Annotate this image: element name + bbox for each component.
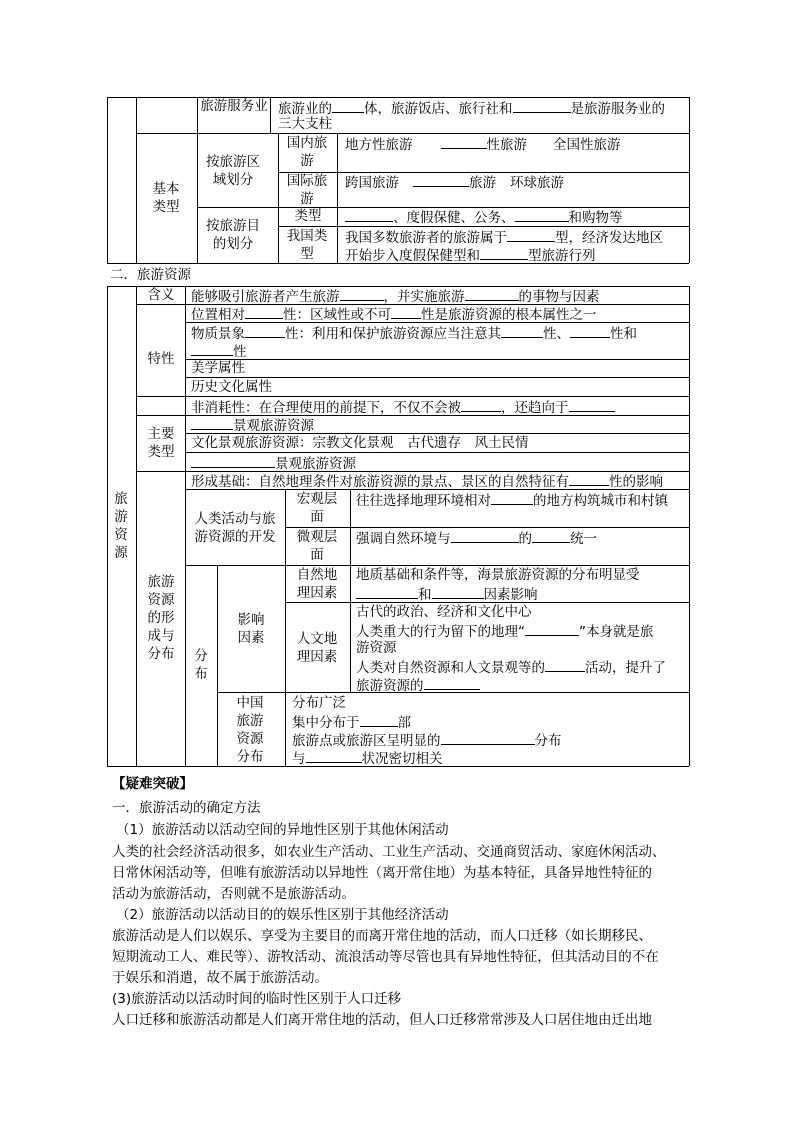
main-type-third: 景观旅游资源 bbox=[191, 453, 356, 473]
human-factor-1: 古代的政治、经济和文化中心 bbox=[356, 604, 532, 620]
point-1-line-2: 日常休闲活动等，但唯有旅游活动以异地性（离开常住地）为基本特征，具备异地性特征的 bbox=[112, 865, 652, 881]
point-2-title: （2）旅游活动以活动目的的娱乐性区别于其他经济活动 bbox=[116, 907, 449, 923]
natural-factor-desc: 地质基础和条件等，海景旅游资源的分布明显受 bbox=[356, 567, 640, 583]
human-dev-label: 人类活动与旅游资源的开发 bbox=[194, 511, 276, 545]
feature-material-cont: 性 bbox=[191, 341, 247, 361]
point-3-line-1: 人口迁移和旅游活动都是人们离开常住地的活动，但人口迁移常常涉及人口居住地由迁出地 bbox=[112, 1012, 652, 1028]
point-1-line-1: 人类的社会经济活动很多，如农业生产活动、工业生产活动、交通商贸活动、家庭休闲活动、 bbox=[112, 844, 666, 860]
human-factor-3-cont: 旅游资源的 bbox=[356, 675, 480, 695]
feature-location: 位置相对 性：区域性或不可 性是旅游资源的根本属性之一 bbox=[191, 304, 597, 324]
distribution-label: 分布 bbox=[194, 648, 208, 682]
meaning-desc: 能够吸引旅游者产生旅游 ，并实施旅游 的事物与因素 bbox=[191, 286, 600, 306]
service-industry-desc: 旅游业的 体，旅游饭店、旅行社和 是旅游服务业的 bbox=[278, 98, 665, 118]
point-2-line-1: 旅游活动是人们以娱乐、享受为主要目的而离开常住地的活动，而人口迁移（如长期移民、 bbox=[112, 928, 652, 944]
international-label: 国际旅游 bbox=[286, 173, 328, 207]
international-types: 跨国旅游 旅游 环球旅游 bbox=[345, 172, 564, 192]
formation-basis: 形成基础：自然地理条件对旅游资源的景点、景区的自然特征有 性的影响 bbox=[191, 471, 663, 491]
difficulty-heading: 【疑难突破】 bbox=[112, 776, 193, 792]
micro-label: 微观层面 bbox=[296, 529, 338, 563]
human-factor-3: 人类对自然资源和人文景观等的 活动，提升了 bbox=[356, 657, 666, 677]
china-dist-1: 分布广泛 bbox=[292, 695, 346, 711]
by-purpose-label: 按旅游目的划分 bbox=[206, 218, 260, 252]
feature-historical: 历史文化属性 bbox=[191, 379, 272, 395]
meaning-label: 含义 bbox=[147, 287, 175, 303]
main-type-natural: 景观旅游资源 bbox=[191, 415, 314, 435]
china-dist-4: 与 状况密切相关 bbox=[292, 748, 443, 768]
china-type-label: 我国类型 bbox=[286, 228, 328, 262]
china-dist-2: 集中分布于 部 bbox=[292, 712, 411, 732]
tourism-resources-label: 旅游资源 bbox=[114, 491, 128, 561]
china-type-desc-cont: 开始步入度假保健型和 型旅游行列 bbox=[345, 245, 596, 265]
domestic-label: 国内旅游 bbox=[286, 135, 328, 169]
natural-factor-label: 自然地理因素 bbox=[296, 567, 338, 601]
purpose-types: 、度假保健、公务、 和购物等 bbox=[345, 207, 623, 227]
china-type-desc: 我国多数旅游者的旅游属于 型，经济发达地区 bbox=[345, 227, 663, 247]
basic-types-label: 基本类型 bbox=[152, 181, 180, 215]
feature-material: 物质景象 性：利用和保护旅游资源应当注意其 性、 性和 bbox=[191, 323, 637, 343]
service-industry-label: 旅游服务业 bbox=[200, 98, 268, 114]
point-1-title: （1）旅游活动以活动空间的异地性区别于其他休闲活动 bbox=[116, 822, 449, 838]
by-region-label: 按旅游区域划分 bbox=[206, 154, 260, 188]
feature-non-consumable: 非消耗性：在合理使用的前提下，不仅不会被 ，还趋向于 bbox=[191, 397, 615, 417]
feature-aesthetic: 美学属性 bbox=[191, 360, 245, 376]
formation-distribution-label: 旅游资源的形成与分布 bbox=[147, 574, 175, 662]
macro-desc: 往往选择地理环境相对 的地方构筑城市和村镇 bbox=[356, 490, 668, 510]
service-industry-desc-cont: 三大支柱 bbox=[278, 116, 332, 132]
domestic-types: 地方性旅游 性旅游 全国性旅游 bbox=[345, 134, 621, 154]
point-1-line-3: 活动为旅游活动，否则就不是旅游活动。 bbox=[112, 886, 355, 902]
human-factor-2: 人类重大的行为留下的地理“ ”本身就是旅 bbox=[356, 621, 654, 641]
macro-label: 宏观层面 bbox=[296, 491, 338, 525]
section-1-heading: 一．旅游活动的确定方法 bbox=[112, 800, 261, 816]
influence-label: 影响因素 bbox=[237, 612, 265, 646]
china-distribution-label: 中国旅游资源分布 bbox=[236, 695, 264, 765]
features-label: 特性 bbox=[147, 351, 175, 367]
main-types-label: 主要类型 bbox=[147, 426, 175, 460]
point-3-title: (3)旅游活动以活动时间的临时性区别于人口迁移 bbox=[112, 991, 402, 1007]
point-2-line-3: 于娱乐和消遣，故不属于旅游活动。 bbox=[112, 970, 328, 986]
micro-desc: 强调自然环境与 的 统一 bbox=[356, 528, 597, 548]
human-factor-2-cont: 游资源 bbox=[356, 640, 397, 656]
human-factor-label: 人文地理因素 bbox=[296, 631, 338, 665]
main-type-cultural: 文化景观旅游资源：宗教文化景观 古代遗存 风土民情 bbox=[191, 435, 529, 451]
china-dist-3: 旅游点或旅游区呈明显的 分布 bbox=[292, 730, 562, 750]
natural-factor-desc-cont: 和 因素影响 bbox=[356, 584, 538, 604]
point-2-line-2: 短期流动工人、难民等）、游牧活动、流浪活动等尽管也具有异地性特征，但其活动目的不在 bbox=[112, 949, 659, 965]
section-2-heading: 二．旅游资源 bbox=[110, 267, 191, 283]
type-label: 类型 bbox=[294, 208, 322, 224]
